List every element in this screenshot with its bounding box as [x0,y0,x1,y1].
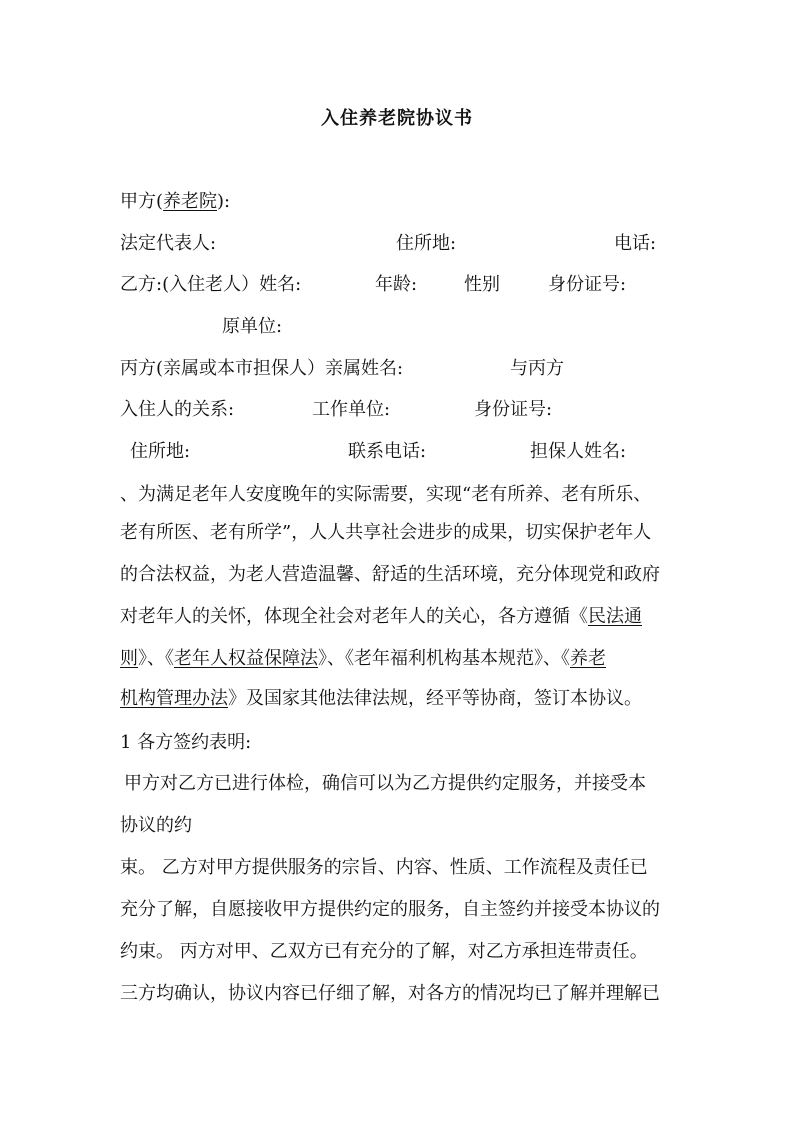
party-b-name-label: 乙方:(入住老人）姓名: [120,274,302,295]
address-label: 住所地: [396,233,457,254]
original-unit-label: 原单位: [222,316,283,337]
page-title: 入住养老院协议书 [321,108,473,129]
section-1-line-6: 三方均确认，协议内容已仔细了解，对各方的情况均已了解并理解已 [120,983,660,1004]
section-1-line-2: 协议的约 [120,815,192,836]
law-reference: 机构管理办法 [120,688,228,709]
work-unit-label: 工作单位: [312,399,391,420]
relation-with-c-label: 与丙方 [510,358,564,379]
section-1-line-4: 充分了解，自愿接收甲方提供约定的服务，自主签约并接受本协议的 [120,899,660,920]
intro-line-5: 则》、《老年人权益保障法》、《老年福利机构基本规范》、《养老 [120,648,606,669]
party-a-suffix: ): [217,191,231,212]
party-c-address-label: 住所地: [130,441,191,462]
party-b-id-label: 身份证号: [548,274,627,295]
guarantor-name-label: 担保人姓名: [530,441,627,462]
intro-line-1: 、为满足老年人安度晚年的实际需要，实现“老有所养、老有所乐、 [120,484,652,505]
party-c-id-label: 身份证号: [474,399,553,420]
relation-label: 入住人的关系: [120,399,235,420]
age-label: 年龄: [375,274,418,295]
party-c-name-label: 丙方(亲属或本市担保人）亲属姓名: [120,358,404,379]
intro-line-3: 的合法权益，为老人营造温馨、舒适的生活环境，充分体现党和政府 [120,564,660,585]
intro-line-2: 老有所医、老有所学”，人人共享社会进步的成果，切实保护老年人 [120,522,652,543]
law-reference: 养老 [570,648,606,669]
legal-rep-label: 法定代表人: [120,233,217,254]
contact-phone-label: 联系电话: [348,441,427,462]
party-a-prefix: 甲方( [120,191,164,212]
intro-line-6: 机构管理办法》及国家其他法律法规，经平等协商，签订本协议。 [120,688,642,709]
section-1-heading: 1 各方签约表明: [120,732,252,753]
section-1-line-3: 束。 乙方对甲方提供服务的宗旨、内容、性质、工作流程及责任已 [120,857,648,878]
section-1-line-1: 甲方对乙方已进行体检，确信可以为乙方提供约定服务，并接受本 [124,773,646,794]
party-a-line [120,190,230,214]
law-reference: 则 [120,648,138,669]
party-a-name: 养老院 [163,191,218,212]
gender-label: 性别 [464,274,500,295]
law-reference: 老年人权益保障法 [174,648,318,669]
phone-label: 电话: [614,233,657,254]
intro-line-4: 对老年人的关怀，体现全社会对老年人的关心，各方遵循《民法通 [120,606,642,627]
section-1-line-5: 约束。 丙方对甲、乙双方已有充分的了解，对乙方承担连带责任。 [120,941,648,962]
law-reference: 民法通 [588,606,642,627]
